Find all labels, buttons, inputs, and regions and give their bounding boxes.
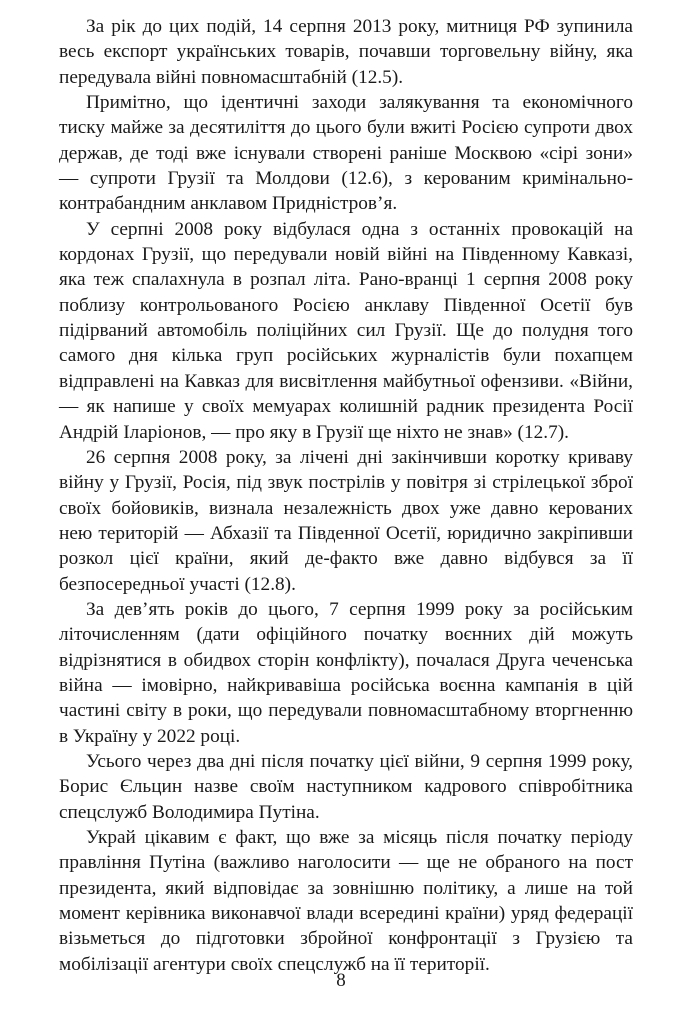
page-number: 8	[336, 970, 346, 991]
paragraph: Примітно, що ідентичні заходи залякування та економічного тиску майже за десятиліття до цього були вжиті Росією супроти двох держав, де тоді вже існували створені раніше Москвою «сірі зони» — супроти Грузії та Молдови (12.6), з керованим кримінально-контрабандним анклавом Придністров’я.	[59, 92, 633, 215]
paragraph: 26 серпня 2008 року, за лічені дні закінчивши коротку криваву війну у Грузії, Росія, під звук пострілів у повітря зі стрілецької зброї своїх бойовиків, визнала незалежність двох уже давно керованих нею територій — Абхазії та Південної Осетії, юридично закріпивши розкол цієї країни, який де-факто вже давно відбувся за її безпосередньої участі (12.8).	[59, 446, 633, 595]
paragraph: Украй цікавим є факт, що вже за місяць після початку періоду правління Путіна (важливо наголосити — ще не обраного на пост президента, який відповідає за зовнішню політику, а лише на той момент керівника виконавчої влади всередині країни) уряд федерації візьметься до підготовки збройної конфронтації з Грузією та мобілізації агентури своїх спецслужб на її території.	[59, 827, 633, 975]
paragraph: За дев’ять років до цього, 7 серпня 1999 року за російським літочисленням (дати офіційного початку воєнних дій можуть відрізнятися в обидвох сторін конфлікту), почалася Друга чеченська війна — імовірно, найкривавіша російська воєнна кампанія в цій частині світу в роки, що передували повномасштабному вторгненню в Україну у 2022 році.	[59, 598, 633, 747]
page-body	[59, 14, 633, 977]
paragraph: За рік до цих подій, 14 серпня 2013 року, митниця РФ зупинила весь експорт українських товарів, почавши торговельну війну, яка передувала війні повномасштабній (12.5).	[59, 16, 633, 88]
paragraph: Усього через два дні після початку цієї війни, 9 серпня 1999 року, Борис Єльцин назве своїм наступником кадрового співробітника спецслужб Володимира Путіна.	[59, 750, 633, 823]
paragraph: У серпні 2008 року відбулася одна з останніх провокацій на кордонах Грузії, що передували новій війні на Південному Кавказі, яка теж спалахнула в розпал літа. Рано-вранці 1 серпня 2008 року поблизу контрольованого Росією анклаву Південної Осетії був підірваний автомобіль поліційних сил Грузії. Ще до полудня того самого дня кілька груп російських журналістів були похапцем відправлені на Кавказ для висвітлення майбутньої офензиви. «Війни, — як напише у своїх мемуарах колишній радник президента Росії Андрій Іларіонов, — про яку в Грузії ще ніхто не знав» (12.7).	[59, 218, 633, 443]
